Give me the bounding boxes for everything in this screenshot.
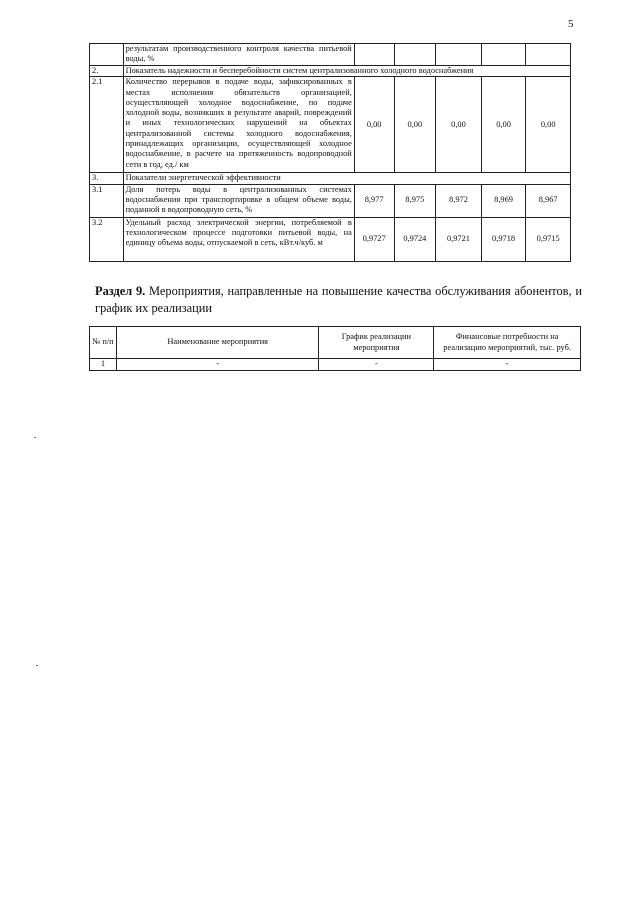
value-cell: 0,00 <box>526 77 571 173</box>
table-cell: - <box>116 359 319 371</box>
row-number: 3.2 <box>90 217 124 261</box>
table-row <box>90 359 581 371</box>
value-cell <box>436 44 482 66</box>
scan-speck <box>36 665 38 666</box>
section-row <box>90 66 571 77</box>
row-number: 2.1 <box>90 77 124 173</box>
value-cell: 8,972 <box>436 184 482 217</box>
value-cell: 8,975 <box>394 184 436 217</box>
value-cell <box>394 44 436 66</box>
row-number: 3.1 <box>90 184 124 217</box>
column-header: Наименование мероприятия <box>116 327 319 359</box>
section-row <box>90 173 571 184</box>
value-cell: 0,9718 <box>481 217 526 261</box>
section-title: Показатели энергетической эффективности <box>123 173 570 184</box>
value-cell <box>354 44 394 66</box>
value-cell <box>481 44 526 66</box>
row-number: 3. <box>90 173 124 184</box>
row-number: 2. <box>90 66 124 77</box>
value-cell: 0,00 <box>436 77 482 173</box>
table-cell: - <box>434 359 581 371</box>
scan-speck <box>34 437 36 438</box>
section-9-label: Раздел 9. <box>95 284 146 298</box>
column-header: Финансовые потребности на реализацию мероприятий, тыс. руб. <box>434 327 581 359</box>
value-cell <box>526 44 571 66</box>
value-cell: 8,977 <box>354 184 394 217</box>
events-table <box>89 326 581 371</box>
section-9-title: Мероприятия, направленные на повышение качества обслуживания абонентов, и график их реализации <box>95 284 582 315</box>
value-cell: 0,9715 <box>526 217 571 261</box>
value-cell: 8,967 <box>526 184 571 217</box>
page-number: 5 <box>568 18 574 30</box>
table-cell: - <box>319 359 434 371</box>
value-cell: 0,9721 <box>436 217 482 261</box>
value-cell: 8,969 <box>481 184 526 217</box>
section-9-heading <box>95 283 582 316</box>
value-cell: 0,00 <box>481 77 526 173</box>
table-row <box>90 217 571 261</box>
indicators-table <box>89 43 571 262</box>
value-cell: 0,9727 <box>354 217 394 261</box>
indicator-text: Доля потерь воды в централизованных системах водоснабжения при транспортировке в общем объеме воды, поданной в водопроводную сеть, % <box>123 184 354 217</box>
table-header-row <box>90 327 581 359</box>
row-number <box>90 44 124 66</box>
table-row <box>90 44 571 66</box>
table-row <box>90 184 571 217</box>
indicator-text: Количество перерывов в подаче воды, зафиксированных в местах исполнения обязательств организацией, осуществляющей холодное водоснабжение, по подаче холодной воды, возникших в результате аварий, повреждений и иных технологических нарушений на объектах централизованной системы холодного водоснабжения, принадлежащих организации, осуществляющей холодное водоснабжение, в расчете на протяженность водопроводной сети в год, ед./ км <box>123 77 354 173</box>
indicator-text: результатам производственного контроля качества питьевой воды, % <box>123 44 354 66</box>
column-header: График реализации мероприятия <box>319 327 434 359</box>
column-header: № п/п <box>90 327 117 359</box>
indicator-text: Удельный расход электрической энергии, потребляемой в технологическом процессе подготовки питьевой воды, на единицу объема воды, отпускаемой в сеть, кВт.ч/куб. м <box>123 217 354 261</box>
value-cell: 0,9724 <box>394 217 436 261</box>
table-row <box>90 77 571 173</box>
table-cell: 1 <box>90 359 117 371</box>
value-cell: 0,00 <box>354 77 394 173</box>
section-title: Показатель надежности и бесперебойности систем централизованного холодного водоснабжения <box>123 66 570 77</box>
value-cell: 0,00 <box>394 77 436 173</box>
